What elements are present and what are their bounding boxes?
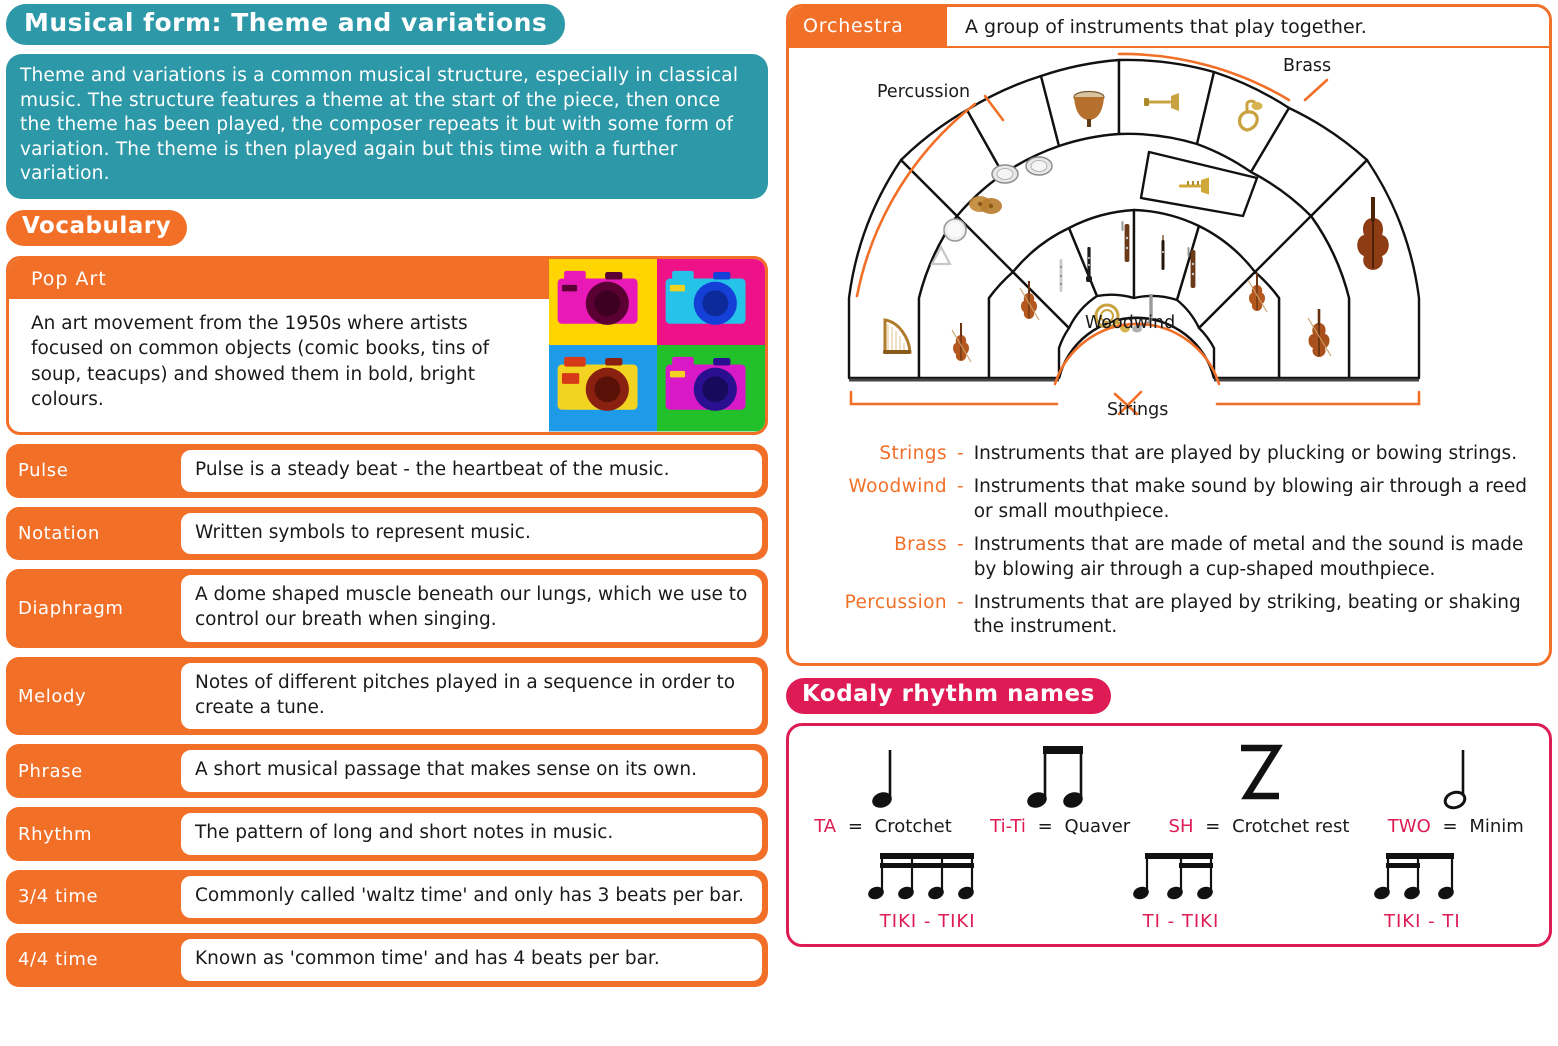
pop-art-camera-grid-image — [549, 259, 765, 432]
warhol-panel-3 — [549, 345, 657, 431]
pop-art-definition: An art movement from the 1950s where artists focused on common objects (comic books, tins of soup, teacups) and showed them in bold, bright colours. — [31, 312, 490, 410]
orchestra-card — [786, 4, 1552, 666]
left-column — [6, 4, 768, 987]
kodaly-row-2 — [795, 845, 1543, 932]
kodaly-name: TIKI - TIKI — [879, 910, 976, 932]
warhol-panel-1 — [549, 259, 657, 345]
family-definition: Instruments that are played by plucking or bowing strings. — [973, 443, 1518, 464]
kodaly-name: TI - TIKI — [1142, 910, 1220, 932]
kodaly-name: TA — [814, 815, 837, 837]
diagram-label-percussion: Percussion — [877, 82, 971, 102]
family-name: Brass — [894, 534, 947, 556]
pop-art-text-column — [9, 259, 549, 432]
family-row — [797, 442, 1533, 466]
instrument-family-list — [789, 438, 1549, 663]
family-name: Strings — [879, 443, 947, 464]
kodaly-item-tiki-tiki — [866, 845, 990, 932]
vocabulary-row — [6, 933, 768, 987]
diagram-label-woodwind: Woodwind — [1085, 313, 1176, 333]
orchestra-term: Orchestra — [789, 7, 947, 46]
vocabulary-definition: Notes of different pitches played in a sequence in order to create a tune. — [178, 660, 765, 733]
family-dash: - — [957, 592, 964, 614]
kodaly-item-tiki-ti — [1372, 845, 1472, 932]
intro-description: Theme and variations is a common musical structure, especially in classical music. The structure features a theme at the start of the piece, then once the theme has been played, the composer repeats it but with some form of variation. The theme is then played again but this time with a further variation. — [6, 54, 768, 199]
vocabulary-row — [6, 507, 768, 561]
kodaly-label — [1388, 816, 1524, 837]
kodaly-value: Quaver — [1064, 815, 1131, 837]
kodaly-item-titi — [990, 736, 1130, 837]
kodaly-label — [990, 816, 1130, 837]
kodaly-item-ti-tiki — [1131, 845, 1231, 932]
orchestra-fan-svg — [789, 48, 1549, 438]
vocabulary-section-heading: Vocabulary — [6, 210, 187, 246]
warhol-panel-4 — [657, 345, 765, 431]
vocabulary-row — [6, 657, 768, 736]
family-row — [797, 533, 1533, 582]
vocabulary-term: Phrase — [18, 760, 83, 782]
kodaly-value: Crotchet — [874, 815, 952, 837]
vocabulary-definition: The pattern of long and short notes in music. — [178, 810, 765, 858]
kodaly-name: SH — [1168, 815, 1194, 837]
pop-art-term: Pop Art — [9, 259, 549, 299]
orchestra-definition: A group of instruments that play together. — [947, 7, 1549, 46]
vocabulary-term: 4/4 time — [18, 949, 99, 971]
vocabulary-term: Melody — [18, 685, 87, 707]
kodaly-row-1 — [795, 736, 1543, 837]
vocabulary-row — [6, 870, 768, 924]
vocabulary-term: Rhythm — [18, 823, 93, 845]
crotchet-rest-icon — [1227, 736, 1291, 814]
vocabulary-definition: Pulse is a steady beat - the heartbeat of the music. — [178, 447, 765, 495]
family-dash: - — [957, 534, 964, 556]
family-dash: - — [957, 443, 964, 464]
diagram-label-brass: Brass — [1283, 56, 1332, 76]
vocabulary-term: Pulse — [18, 460, 69, 482]
vocabulary-definition: Written symbols to represent music. — [178, 510, 765, 558]
family-name: Percussion — [844, 592, 947, 614]
page-title: Musical form: Theme and variations — [6, 4, 565, 45]
vocabulary-term: 3/4 time — [18, 886, 99, 908]
kodaly-section-heading: Kodaly rhythm names — [786, 678, 1111, 714]
vocabulary-definition: Known as 'common time' and has 4 beats per bar. — [178, 936, 765, 984]
warhol-panel-2 — [657, 259, 765, 345]
four-semiquavers-icon — [866, 845, 990, 907]
vocabulary-definition: Commonly called 'waltz time' and only has 3 beats per bar. — [178, 873, 765, 921]
family-name: Woodwind — [848, 476, 947, 498]
kodaly-value: Crotchet rest — [1232, 815, 1350, 837]
vocabulary-term: Diaphragm — [18, 598, 124, 620]
two-semiquavers-quaver-icon — [1372, 845, 1472, 907]
orchestra-seating-diagram — [789, 48, 1549, 438]
kodaly-name: TWO — [1387, 815, 1431, 837]
orchestra-header — [789, 7, 1549, 48]
vocabulary-row — [6, 444, 768, 498]
vocabulary-row — [6, 744, 768, 798]
family-row — [797, 591, 1533, 640]
crotchet-note-icon — [860, 736, 906, 814]
kodaly-equals: = — [847, 815, 863, 837]
family-dash: - — [957, 476, 964, 498]
family-definition: Instruments that are played by striking, beating or shaking the instrument. — [973, 592, 1521, 638]
kodaly-equals: = — [1442, 815, 1458, 837]
kodaly-equals: = — [1205, 815, 1221, 837]
kodaly-item-sh — [1169, 736, 1350, 837]
vocabulary-row — [6, 807, 768, 861]
kodaly-item-ta — [814, 736, 952, 837]
vocabulary-row — [6, 569, 768, 648]
right-column — [786, 4, 1552, 947]
family-definition: Instruments that are made of metal and the sound is made by blowing air through a cup-shaped mouthpiece. — [973, 534, 1524, 580]
beamed-quaver-pair-icon — [1023, 736, 1097, 814]
kodaly-value: Minim — [1469, 815, 1524, 837]
pop-art-card — [6, 256, 768, 435]
kodaly-item-two — [1388, 736, 1524, 837]
kodaly-name: TIKI - TI — [1383, 910, 1461, 932]
vocabulary-definition: A dome shaped muscle beneath our lungs, which we use to control our breath when singing. — [178, 572, 765, 645]
minim-note-icon — [1433, 736, 1479, 814]
kodaly-label — [1169, 816, 1350, 837]
vocabulary-definition: A short musical passage that makes sense on its own. — [178, 747, 765, 795]
vocabulary-term: Notation — [18, 522, 100, 544]
family-definition: Instruments that make sound by blowing air through a reed or small mouthpiece. — [973, 476, 1527, 522]
kodaly-label — [814, 816, 952, 837]
kodaly-name: Ti-Ti — [990, 815, 1026, 837]
kodaly-equals: = — [1037, 815, 1053, 837]
quaver-two-semiquavers-icon — [1131, 845, 1231, 907]
diagram-label-strings: Strings — [1107, 400, 1169, 420]
family-row — [797, 475, 1533, 524]
kodaly-card — [786, 723, 1552, 947]
